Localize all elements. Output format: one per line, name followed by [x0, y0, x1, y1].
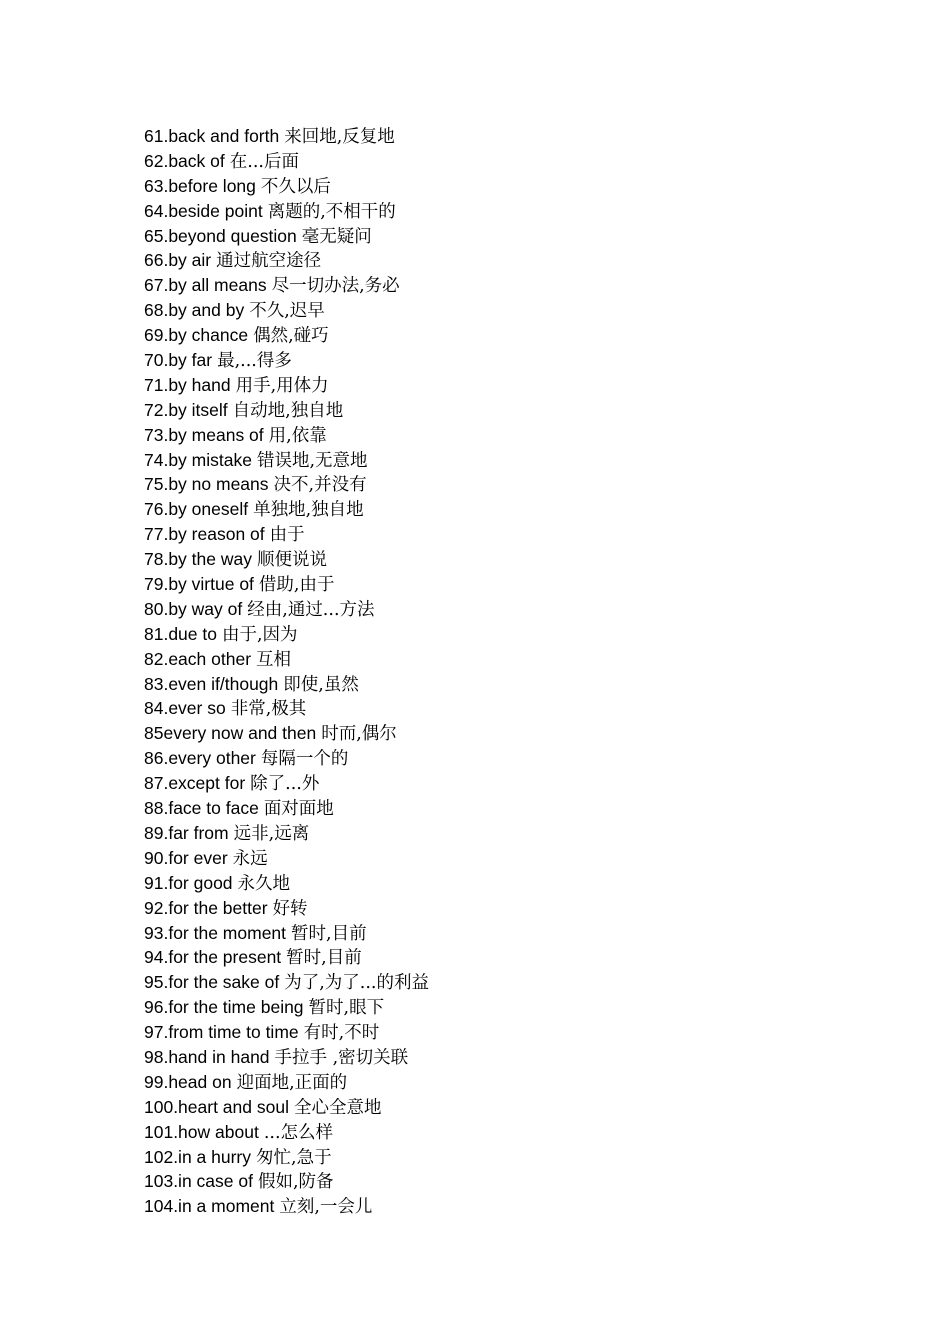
phrase-chinese: 暂时,目前 — [291, 923, 367, 944]
phrase-item — [144, 348, 429, 373]
phrase-item — [144, 174, 429, 199]
phrase-english: 93.for the moment — [144, 922, 287, 943]
phrase-english: 86.every other — [144, 748, 256, 769]
phrase-english: 73.by means of — [144, 424, 264, 445]
phrase-english: 97.from time to time — [144, 1022, 299, 1043]
phrase-chinese: 用手,用体力 — [235, 375, 329, 396]
phrase-chinese: 决不,并没有 — [273, 475, 367, 496]
phrase-chinese: 暂时,眼下 — [308, 998, 385, 1019]
phrase-english: 102.in a hurry — [144, 1146, 252, 1167]
phrase-item — [144, 323, 429, 348]
phrase-item — [144, 124, 429, 149]
phrase-english: 81.due to — [144, 623, 217, 644]
phrase-chinese: 迎面地,正面的 — [236, 1072, 348, 1093]
phrase-english: 76.by oneself — [144, 499, 249, 520]
phrase-english: 96.for the time being — [144, 997, 304, 1018]
phrase-chinese: 毫无疑问 — [301, 226, 372, 247]
phrase-english: 90.for ever — [144, 847, 228, 868]
phrase-item — [144, 647, 429, 672]
phrase-english: 92.for the better — [144, 897, 268, 918]
phrase-english: 72.by itself — [144, 399, 228, 420]
phrase-item — [144, 1020, 429, 1045]
phrase-english: 91.for good — [144, 872, 233, 893]
phrase-english: 75.by no means — [144, 474, 269, 495]
phrase-item — [144, 846, 429, 871]
phrase-english: 85every now and then — [144, 723, 317, 744]
phrase-english: 63.before long — [144, 175, 256, 196]
phrase-chinese: 在...后面 — [229, 151, 299, 172]
phrase-chinese: 不久,迟早 — [249, 301, 325, 322]
phrase-english: 62.back of — [144, 150, 225, 171]
phrase-item — [144, 547, 429, 572]
phrase-english: 104.in a moment — [144, 1196, 275, 1217]
phrase-chinese: ...怎么样 — [263, 1122, 334, 1143]
phrase-item — [144, 1095, 429, 1120]
phrase-chinese: 匆忙,急于 — [256, 1147, 332, 1168]
phrase-item — [144, 298, 429, 323]
phrase-english: 103.in case of — [144, 1171, 253, 1192]
phrase-chinese: 即使,虽然 — [283, 674, 359, 695]
phrase-list — [144, 124, 429, 1219]
phrase-item — [144, 1145, 429, 1170]
phrase-item — [144, 672, 429, 697]
phrase-chinese: 每隔一个的 — [260, 749, 349, 770]
phrase-english: 80.by way of — [144, 598, 243, 619]
phrase-english: 66.by air — [144, 250, 212, 271]
phrase-chinese: 暂时,目前 — [286, 948, 362, 969]
phrase-item — [144, 1120, 429, 1145]
phrase-item — [144, 871, 429, 896]
phrase-chinese: 远非,远离 — [233, 823, 310, 844]
phrase-item — [144, 522, 429, 547]
phrase-chinese: 时而,偶尔 — [321, 724, 397, 745]
phrase-item — [144, 472, 429, 497]
phrase-english: 74.by mistake — [144, 449, 252, 470]
phrase-item — [144, 224, 429, 249]
phrase-item — [144, 1045, 429, 1070]
phrase-english: 98.hand in hand — [144, 1046, 270, 1067]
phrase-item — [144, 622, 429, 647]
phrase-chinese: 错误地,无意地 — [256, 450, 368, 471]
phrase-english: 78.by the way — [144, 549, 252, 570]
phrase-english: 71.by hand — [144, 374, 231, 395]
phrase-item — [144, 497, 429, 522]
phrase-english: 89.far from — [144, 822, 229, 843]
phrase-english: 69.by chance — [144, 325, 249, 346]
phrase-chinese: 单独地,独自地 — [253, 500, 364, 521]
phrase-english: 83.even if/though — [144, 673, 279, 694]
phrase-chinese: 全心全意地 — [293, 1097, 382, 1118]
phrase-item — [144, 149, 429, 174]
phrase-chinese: 立刻,一会儿 — [279, 1197, 373, 1218]
phrase-item — [144, 572, 429, 597]
phrase-chinese: 非常,极其 — [230, 699, 307, 720]
phrase-chinese: 由于,因为 — [221, 624, 298, 645]
phrase-english: 100.heart and soul — [144, 1096, 289, 1117]
phrase-item — [144, 746, 429, 771]
phrase-chinese: 借助,由于 — [258, 575, 335, 596]
phrase-item — [144, 696, 429, 721]
phrase-item — [144, 448, 429, 473]
phrase-item — [144, 423, 429, 448]
phrase-item — [144, 921, 429, 946]
phrase-item — [144, 821, 429, 846]
phrase-item — [144, 721, 429, 746]
phrase-english: 64.beside point — [144, 200, 263, 221]
phrase-chinese: 面对面地 — [263, 799, 334, 820]
phrase-item — [144, 1070, 429, 1095]
phrase-chinese: 尽一切办法,务必 — [271, 276, 400, 297]
phrase-english: 88.face to face — [144, 798, 259, 819]
phrase-chinese: 经由,通过...方法 — [247, 599, 375, 620]
phrase-english: 101.how about — [144, 1121, 259, 1142]
phrase-item — [144, 248, 429, 273]
phrase-item — [144, 1169, 429, 1194]
phrase-chinese: 假如,防备 — [257, 1172, 334, 1193]
phrase-item — [144, 373, 429, 398]
phrase-item — [144, 970, 429, 995]
phrase-item — [144, 1194, 429, 1219]
phrase-chinese: 永远 — [232, 848, 268, 869]
phrase-english: 79.by virtue of — [144, 574, 254, 595]
phrase-english: 82.each other — [144, 648, 252, 669]
phrase-chinese: 顺便说说 — [256, 550, 327, 571]
phrase-english: 87.except for — [144, 773, 246, 794]
phrase-item — [144, 896, 429, 921]
phrase-item — [144, 796, 429, 821]
phrase-chinese: 用,依靠 — [268, 425, 327, 446]
phrase-chinese: 不久以后 — [260, 176, 331, 197]
phrase-chinese: 来回地,反复地 — [284, 127, 395, 147]
phrase-item — [144, 945, 429, 970]
phrase-chinese: 由于 — [269, 525, 305, 546]
phrase-english: 77.by reason of — [144, 524, 265, 545]
phrase-chinese: 永久地 — [237, 873, 291, 894]
phrase-item — [144, 995, 429, 1020]
phrase-chinese: 好转 — [272, 898, 308, 919]
phrase-chinese: 偶然,碰巧 — [253, 326, 329, 347]
phrase-chinese: 有时,不时 — [303, 1023, 380, 1044]
phrase-chinese: 手拉手 ,密切关联 — [274, 1047, 409, 1068]
phrase-english: 65.beyond question — [144, 225, 297, 246]
phrase-chinese: 通过航空途径 — [216, 251, 322, 272]
phrase-english: 94.for the present — [144, 947, 282, 968]
phrase-chinese: 最,...得多 — [217, 351, 292, 372]
phrase-item — [144, 273, 429, 298]
phrase-chinese: 除了...外 — [250, 774, 320, 795]
phrase-item — [144, 398, 429, 423]
phrase-english: 99.head on — [144, 1071, 232, 1092]
phrase-english: 95.for the sake of — [144, 972, 280, 993]
phrase-english: 68.by and by — [144, 300, 245, 321]
phrase-item — [144, 597, 429, 622]
phrase-english: 84.ever so — [144, 698, 226, 719]
phrase-chinese: 离题的,不相干的 — [267, 201, 396, 222]
phrase-chinese: 自动地,独自地 — [232, 400, 344, 421]
phrase-english: 67.by all means — [144, 275, 267, 296]
phrase-item — [144, 771, 429, 796]
phrase-chinese: 为了,为了...的利益 — [284, 973, 429, 994]
phrase-chinese: 互相 — [256, 649, 292, 670]
phrase-item — [144, 199, 429, 224]
phrase-english: 70.by far — [144, 350, 213, 371]
phrase-english: 61.back and forth — [144, 126, 280, 146]
